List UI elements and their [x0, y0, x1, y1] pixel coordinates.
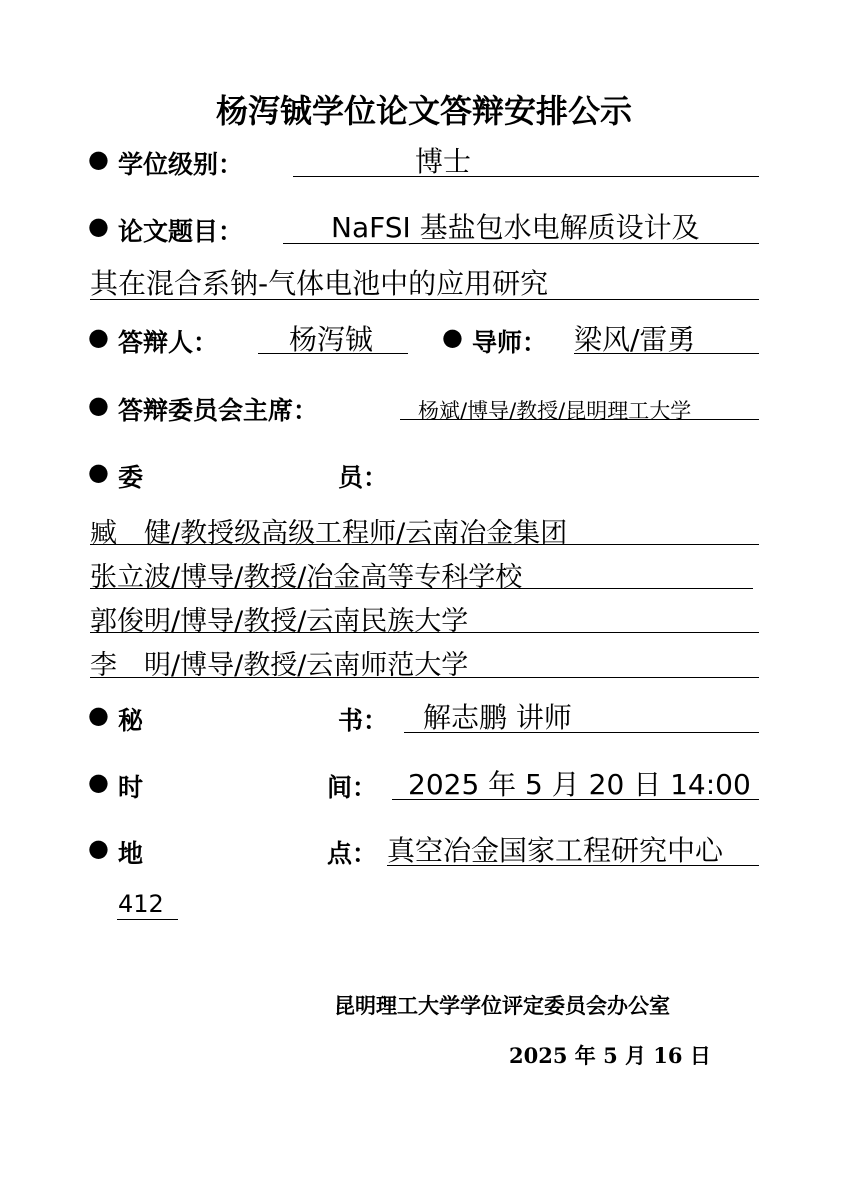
secretary-label-a: 秘	[118, 706, 144, 735]
secretary-value: 解志鹏 讲师	[423, 701, 572, 734]
member-item: 张立波/博导/教授/冶金高等专科学校	[90, 562, 523, 593]
member-item: 郭俊明/博导/教授/云南民族大学	[90, 606, 469, 637]
advisor-value: 梁风/雷勇	[574, 323, 696, 356]
defender-underline	[258, 353, 408, 354]
advisor-underline	[574, 353, 759, 354]
thesis-label: 论文题目：	[118, 217, 244, 246]
place-underline-2	[117, 919, 178, 920]
place-label-b: 点：	[327, 839, 378, 868]
chair-value: 杨斌/博导/教授/昆明理工大学	[418, 399, 692, 423]
member-underline	[90, 544, 759, 545]
secretary-label-b: 书：	[338, 706, 389, 735]
advisor-label: 导师：	[472, 328, 548, 357]
members-label-a: 委	[118, 463, 144, 492]
bullet-icon: ●	[88, 391, 109, 419]
time-label-b: 间：	[327, 773, 378, 802]
thesis-underline-1	[283, 243, 759, 244]
members-label-b: 员：	[338, 463, 389, 492]
time-value: 2025 年 5 月 20 日 14:00	[408, 768, 751, 801]
bullet-icon: ●	[88, 145, 109, 173]
page-title: 杨泻铖学位论文答辩安排公示	[215, 92, 632, 130]
time-label-a: 时	[118, 773, 144, 802]
thesis-title-line1: NaFSI 基盐包水电解质设计及	[331, 211, 700, 244]
place-underline-1	[387, 865, 759, 866]
thesis-title-line2: 其在混合系钠-气体电池中的应用研究	[90, 267, 549, 300]
issuing-office: 昆明理工大学学位评定委员会办公室	[334, 993, 670, 1018]
place-label-a: 地	[118, 839, 144, 868]
place-value-line1: 真空冶金国家工程研究中心	[387, 834, 724, 867]
degree-label: 学位级别：	[118, 150, 244, 179]
place-value-line2: 412	[118, 890, 164, 918]
bullet-icon: ●	[88, 323, 109, 351]
bullet-icon: ●	[88, 701, 109, 729]
member-underline	[90, 632, 759, 633]
thesis-underline-2	[90, 299, 759, 300]
chair-underline	[400, 419, 759, 420]
bullet-icon: ●	[442, 323, 463, 351]
bullet-icon: ●	[88, 212, 109, 240]
member-item: 臧 健/教授级高级工程师/云南冶金集团	[90, 518, 568, 549]
degree-value: 博士	[415, 145, 472, 178]
degree-underline	[293, 176, 759, 177]
bullet-icon: ●	[88, 458, 109, 486]
issue-date: 2025 年 5 月 16 日	[509, 1043, 711, 1068]
member-underline	[90, 677, 759, 678]
bullet-icon: ●	[88, 834, 109, 862]
defender-value: 杨泻铖	[289, 323, 374, 356]
chair-label: 答辩委员会主席：	[118, 396, 319, 425]
secretary-underline	[404, 732, 759, 733]
time-underline	[392, 799, 759, 800]
member-underline	[90, 588, 753, 589]
defender-label: 答辩人：	[118, 328, 219, 357]
member-item: 李 明/博导/教授/云南师范大学	[90, 650, 469, 681]
bullet-icon: ●	[88, 768, 109, 796]
